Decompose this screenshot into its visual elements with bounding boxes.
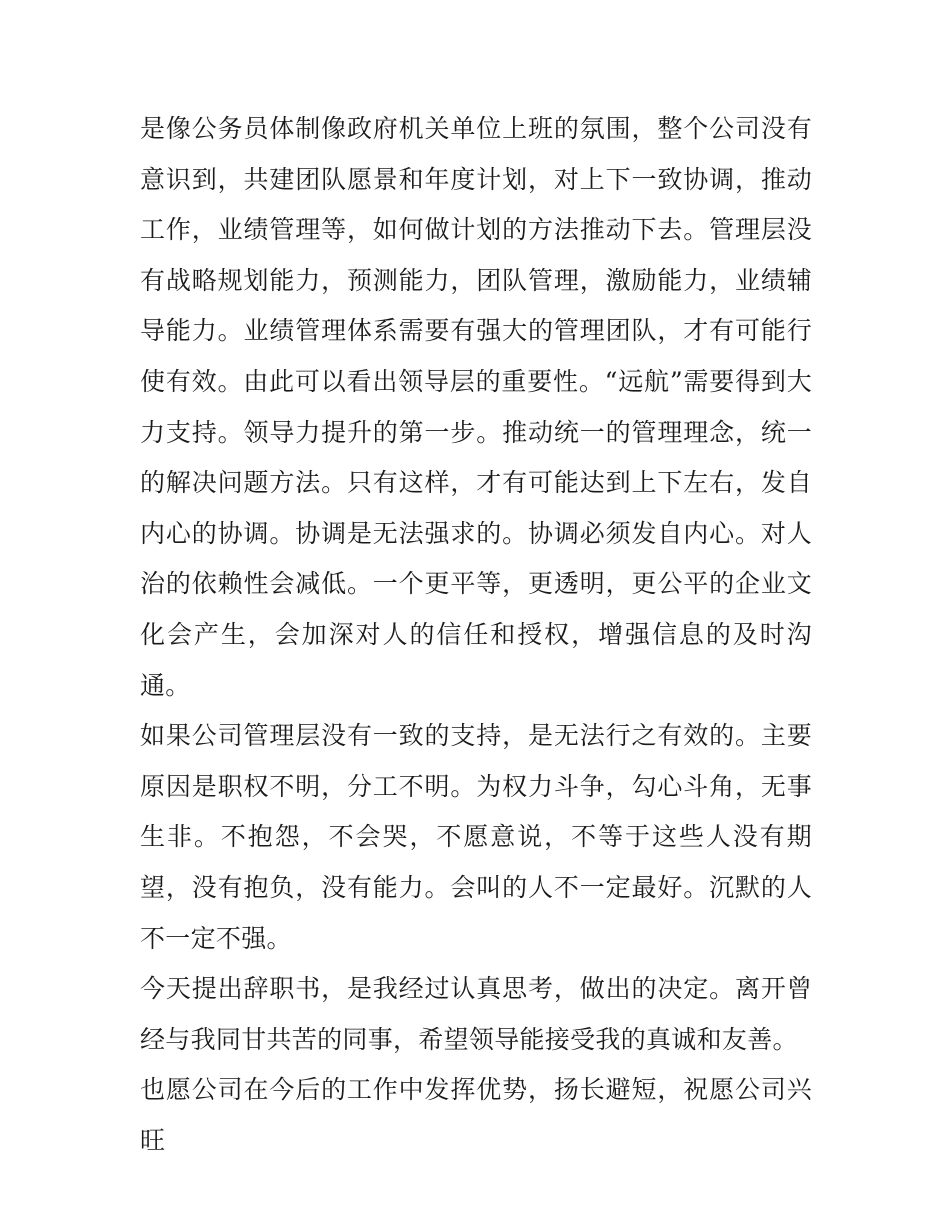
paragraph-4: 也愿公司在今后的工作中发挥优势，扬长避短，祝愿公司兴旺: [140, 1075, 812, 1155]
paragraph-2: 如果公司管理层没有一致的支持，是无法行之有效的。主要原因是职权不明，分工不明。为权力斗争，勾心斗角，无事生非。不抱怨，不会哭，不愿意说，不等于这些人没有期望，没有抱负，没有能力。会叫的人不一定最好。沉默的人不一定不强。: [140, 721, 812, 953]
paragraph-3: 今天提出辞职书，是我经过认真思考，做出的决定。离开曾经与我同甘共苦的同事，希望领导能接受我的真诚和友善。: [140, 974, 812, 1054]
body-text: [140, 104, 812, 1166]
paragraph-1: 是像公务员体制像政府机关单位上班的氛围，整个公司没有意识到，共建团队愿景和年度计划，对上下一致协调，推动工作，业绩管理等，如何做计划的方法推动下去。管理层没有战略规划能力，预测能力，团队管理，激励能力，业绩辅导能力。业绩管理体系需要有强大的管理团队，才有可能行使有效。由此可以看出领导层的重要性。“远航”需要得到大力支持。领导力提升的第一步。推动统一的管理理念，统一的解决问题方法。只有这样，才有可能达到上下左右，发自内心的协调。协调是无法强求的。协调必须发自内心。对人治的依赖性会减低。一个更平等，更透明，更公平的企业文化会产生，会加深对人的信任和授权，增强信息的及时沟通。: [140, 114, 812, 700]
